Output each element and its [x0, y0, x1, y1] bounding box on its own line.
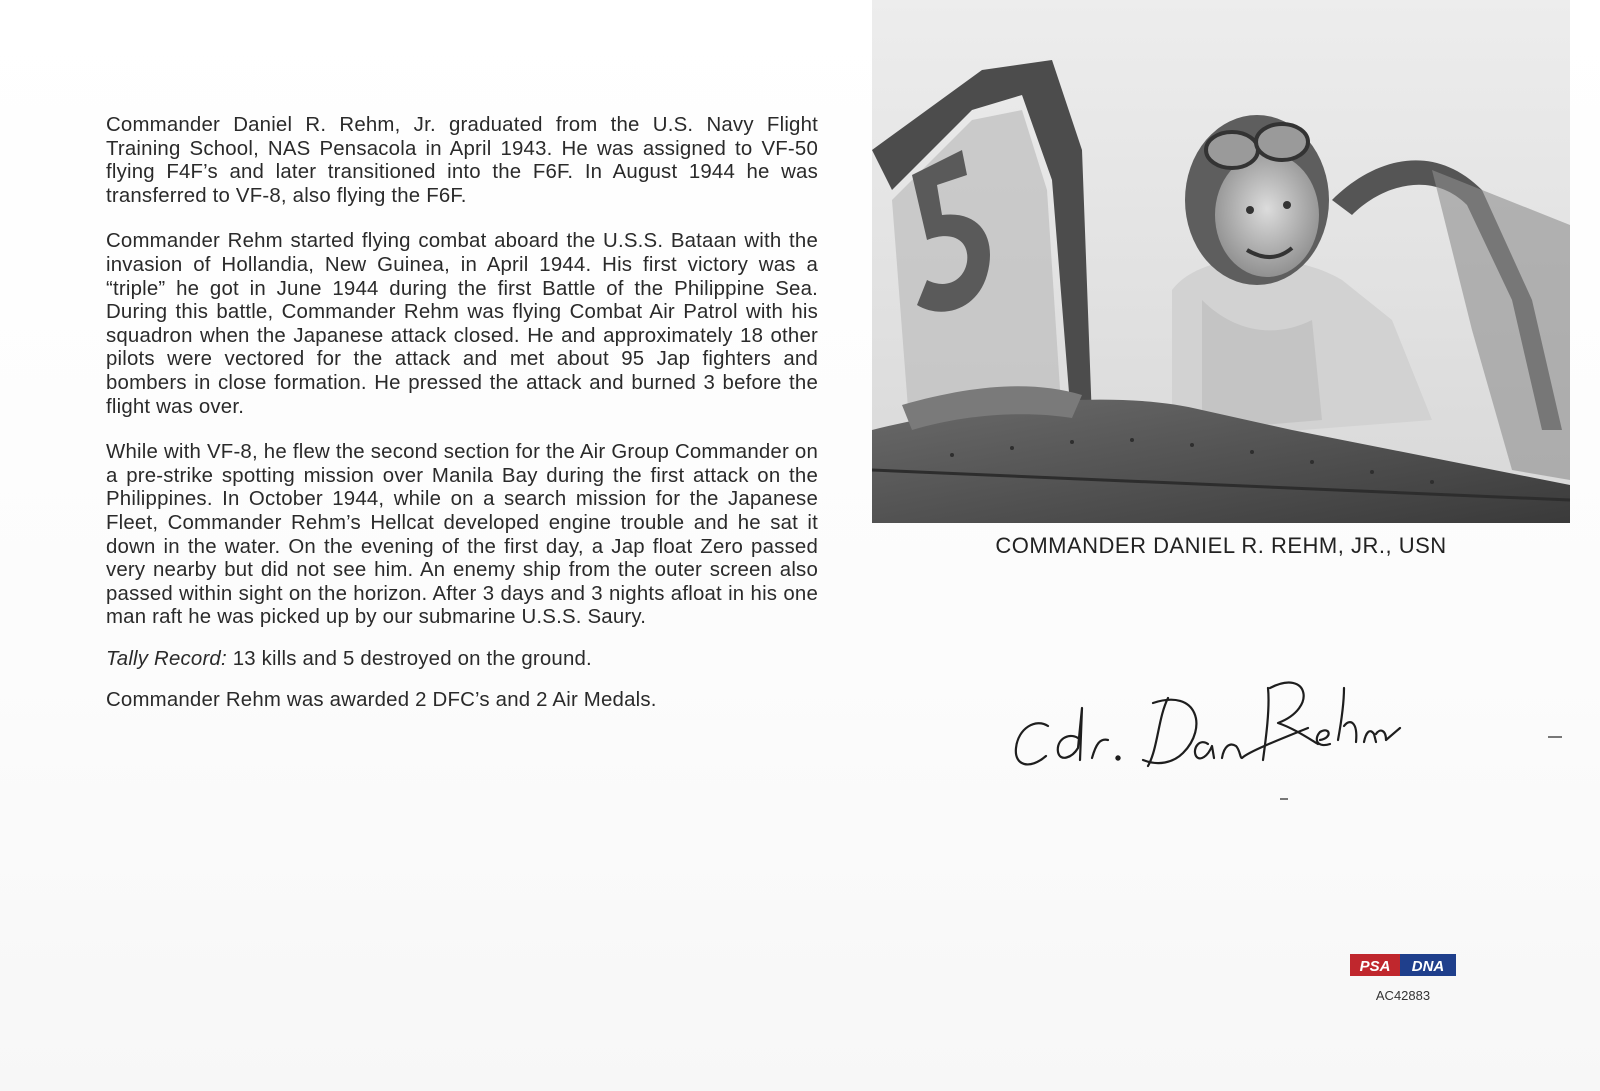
- awards-text: Commander Rehm was awarded 2 DFC’s and 2 Air Medals.: [106, 689, 657, 712]
- authentication-code: AC42883: [1375, 988, 1431, 1003]
- tally-record: [106, 648, 818, 672]
- bio-paragraph-2: Commander Rehm started flying combat aboard the U.S.S. Bataan with the invasion of Hollandia, New Guinea, in April 1944. His first victory was a “triple” he got in June 1944 during the first Battle of the Philippine Sea. During this battle, Commander Rehm was flying Combat Air Patrol with his squadron when the Japanese attack closed. He and approximately 18 other pilots were vectored for the attack and met about 95 Jap fighters and bombers in close formation. He pressed the attack and burned 3 before the flight was over.: [106, 230, 818, 418]
- photo-caption: COMMANDER DANIEL R. REHM, JR., USN: [995, 533, 1447, 558]
- bio-paragraph-3: While with VF-8, he flew the second section for the Air Group Commander on a pre-strike spotting mission over Manila Bay during the first attack on the Philippines. In October 1944, while on a search mission for the Japanese Fleet, Commander Rehm’s Hellcat developed engine trouble and he sat it down in the water. On the evening of the first day, a Jap float Zero passed very nearby but did not see him. An enemy ship from the outer screen also passed within sight on the horizon. After 3 days and 3 nights afloat in his one man raft he was picked up by our submarine U.S.S. Saury.: [106, 441, 818, 629]
- biography-text: [106, 114, 818, 735]
- signature-image: [1008, 648, 1428, 788]
- bio-paragraph-1: Commander Daniel R. Rehm, Jr. graduated from the U.S. Navy Flight Training School, NAS Pensacola in April 1943. He was assigned to VF-50 flying F4F’s and later transitioned into the F6F. In August 1944 he was transferred to VF-8, also flying the F6F.: [106, 114, 818, 207]
- psa-dna-logo: [1350, 954, 1456, 976]
- dna-logo-text: DNA: [1411, 958, 1445, 975]
- tally-label: Tally Record:: [106, 647, 227, 670]
- tally-value: 13 kills and 5 destroyed on the ground.: [226, 647, 592, 670]
- pilot-cockpit-photo: [872, 0, 1570, 523]
- psa-logo-text: PSA: [1359, 958, 1391, 975]
- paper-mark: [1280, 798, 1288, 800]
- paper-mark: [1548, 736, 1562, 738]
